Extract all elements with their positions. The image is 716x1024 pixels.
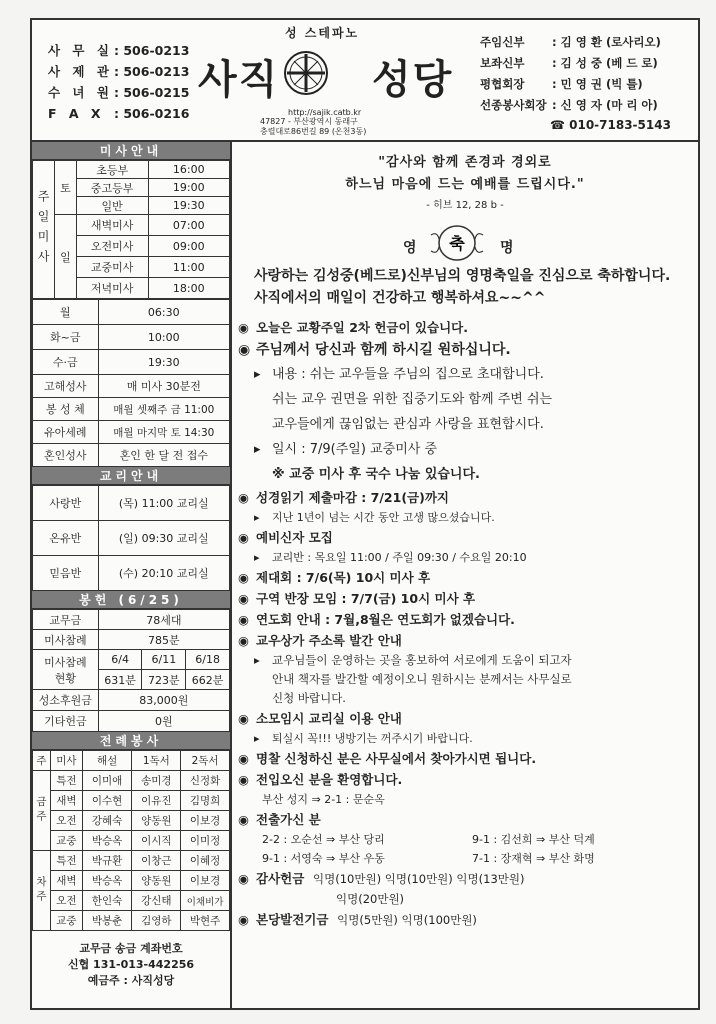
- notice-2: ◉ 주님께서 당신과 함께 하시길 원하십니다.: [238, 342, 511, 358]
- notice-7: ◉ 연도회 안내 : 7월,8월은 연도회가 없겠습니다.: [238, 612, 515, 627]
- notice-14: ◉ 본당발전기금 익명(5만원) 익명(100만원): [238, 912, 477, 927]
- classes-table: 사랑반 (목) 11:00 교리실 온유반 (일) 09:30 교리실 믿음반 (수) 20:10 교리실: [32, 485, 230, 591]
- notice-9: ◉ 소모임시 교리실 이용 안내: [238, 711, 402, 726]
- staff-ministry-head: 선종봉사회장 : 신 영 자 (마 리 아): [480, 98, 658, 112]
- ministry-section-title: 전례봉사: [32, 732, 230, 750]
- staff-pastor: 주임신부 : 김 영 환 (로사리오): [480, 35, 661, 49]
- header: [32, 20, 698, 142]
- feast-emblem-icon: [425, 223, 489, 263]
- patron-saint: 성 스테파노: [285, 26, 360, 40]
- saturday-label: 토: [54, 161, 76, 215]
- right-column: [232, 142, 698, 1010]
- this-week-label: 금주: [33, 771, 51, 851]
- feast-message: 사랑하는 김성중(베드로)신부님의 영명축일을 진심으로 축하합니다. 사직에서의 매일이 건강하고 행복하셔요~~^^: [254, 268, 671, 306]
- title-part-2: 성당: [372, 57, 454, 103]
- contact-fax: F A X : 506-0216: [48, 106, 190, 121]
- phone-number: ☎ 010-7183-5143: [550, 118, 671, 132]
- address: 47827 - 부산광역시 동래구 충렬대로86번길 89 (온천3동): [260, 117, 367, 136]
- title-part-1: 사직: [198, 57, 280, 103]
- weekday-mass-table: 월 06:30 화~금 10:00 수·금 19:30 고해성사 매 미사 30분전 봉 성 체 매월 셋째주 금 11:00 유아세례 매월 마지막 토 14:30 혼인성사 혼인 한 달 전 접수: [32, 299, 230, 467]
- staff-assistant: 보좌신부 : 김 성 중 (베 드 로): [480, 56, 658, 70]
- scripture-reference: - 히브 12, 28 b -: [426, 200, 504, 211]
- attendance-label: 미사참례 현황: [33, 650, 99, 690]
- notice-4: ◉ 예비신자 모집: [238, 530, 333, 545]
- notice-8: ◉ 교우상가 주소록 발간 안내: [238, 633, 402, 648]
- notice-11: ◉ 전입오신 분을 환영합니다.: [238, 772, 403, 787]
- notice-6: ◉ 구역 반장 모임 : 7/7(금) 10시 미사 후: [238, 591, 476, 606]
- contact-office: 사 무 실: 506-0213: [48, 43, 190, 58]
- contact-list: [48, 40, 189, 124]
- contact-convent: 수 녀 원: 506-0215: [48, 85, 190, 100]
- parish-logo-icon: [283, 50, 329, 96]
- notice-3: ◉ 성경읽기 제출마감 : 7/21(금)까지: [238, 490, 449, 505]
- next-week-label: 차주: [33, 851, 51, 931]
- notice-1: ◉ 오늘은 교황주일 2차 헌금이 있습니다.: [238, 320, 468, 335]
- ministry-table: 주 미사 해설 1독서 2독서 금주 특전 이미애 송미경 신정화 새벽 이수현 이유진 김명희 오전 강혜숙 양동원 이보경 교중 박승옥 이시직 이미정 차주 특전 박규환 이창근 이혜정 새벽 박승옥 양동원 이보경 오전 한인숙 강신태 이채비가 교중 박봉춘 김영하 박현주: [32, 750, 230, 931]
- svg-text:축: 축: [449, 234, 465, 253]
- classes-section-title: 교리안내: [32, 467, 230, 485]
- notices: ◉ 오늘은 교황주일 2차 헌금이 있습니다. ◉ 주님께서 당신과 함께 하시길 원하십니다. ▸ 내용 : 쉬는 교우들을 주님의 집으로 초대합니다. 쉬는 교우 권면을 위한 집중기도와 함께 주변 쉬는 교우들에게 끊임없는 관심과 사랑을 표현합시다. ▸ 일시 : 7/9(주일) 교중미사 중 ※ 교중 미사 후 국수 나눔 있습니다. ◉ 성경읽기 제출마감 : 7/21(금)까지 ▸ 지난 1년이 넘는 시간 동안 고생 많으셨습니다. ◉ 예비신자 모집 ▸ 교리반 : 목요일 11:00 / 주일 09:30 / 수요일 20:10 ◉ 제대회 : 7/6(목) 10시 미사 후 ◉ 구역 반장 모임 : 7/7(금) 10시 미사 후 ◉ 연도회 안내 : 7월,8월은 연도회가 없겠습니다. ◉ 교우상가 주소록 발간 안내 ▸ 교우님들이 운영하는 곳을 홍보하여 서로에게 도움이 되고자 안내 책자를 발간할 예정이오니 원하시는 분께서는 사무실로 신청 바랍니다. ◉ 소모임시 교리실 이용 안내 ▸ 퇴실시 꼭!!! 냉방기는 꺼주시기 바랍니다. ◉ 명찰 신청하신 분은 사무실에서 찾아가시면 됩니다. ◉ 전입오신 분을 환영합니다. 부산 성지 ⇒ 2-1 : 문순옥 ◉ 전출가신 분 2-2 : 오순선 ⇒ 부산 당리 9-1 : 김선희 ⇒ 부산 덕계 9-1 : 서영숙 ⇒ 부산 우동 7-1 : 장재혁 ⇒ 부산 화명 ◉ 감사헌금 익명(10만원) 익명(10만원) 익명(13만원) 익명(20만원) ◉ 본당발전기금 익명(5만원) 익명(100만원): [232, 317, 698, 931]
- website-url[interactable]: http://sajik.catb.kr: [288, 108, 362, 117]
- notice-5: ◉ 제대회 : 7/6(목) 10시 미사 후: [238, 570, 431, 585]
- notice-13: ◉ 감사헌금 익명(10만원) 익명(10만원) 익명(13만원): [238, 871, 525, 886]
- sunday-mass-label: 주일미사: [33, 161, 55, 299]
- sunday-label: 일: [54, 215, 76, 299]
- offering-section-title: 봉헌 (6/25): [32, 591, 230, 609]
- notice-12: ◉ 전출가신 분: [238, 812, 321, 827]
- feast-heading: 영 축 명: [232, 219, 698, 259]
- contact-rectory: 사 제 관: 506-0213: [48, 64, 190, 79]
- bulletin-page: [30, 18, 700, 1010]
- left-column: [32, 142, 232, 1010]
- offering-table: 교무금 78세대 미사참례 785분 미사참례 현황 6/4 6/11 6/18 631분 723분 662분 성소후원금 83,000원 기타헌금 0원: [32, 609, 230, 732]
- scripture-quote: "감사와 함께 존경과 경외로 하느님 마음에 드는 예배를 드립시다.": [345, 155, 585, 192]
- mass-section-title: 미사안내: [32, 142, 230, 160]
- mass-schedule-table: 주일미사 토 초등부 16:00 중고등부 19:00 일반 19:30 일 새벽미사 07:00 오전미사 09:00 교중미사 11:00 저녁미사 18:00: [32, 160, 230, 299]
- notice-10: ◉ 명찰 신청하신 분은 사무실에서 찾아가시면 됩니다.: [238, 751, 537, 766]
- bank-info: 교무금 송금 계좌번호 신협 131-013-442256 예금주 : 사직성당: [67, 942, 195, 987]
- staff-list: [480, 32, 661, 116]
- staff-council-president: 평협회장 : 민 영 권 (빅 틀): [480, 77, 643, 91]
